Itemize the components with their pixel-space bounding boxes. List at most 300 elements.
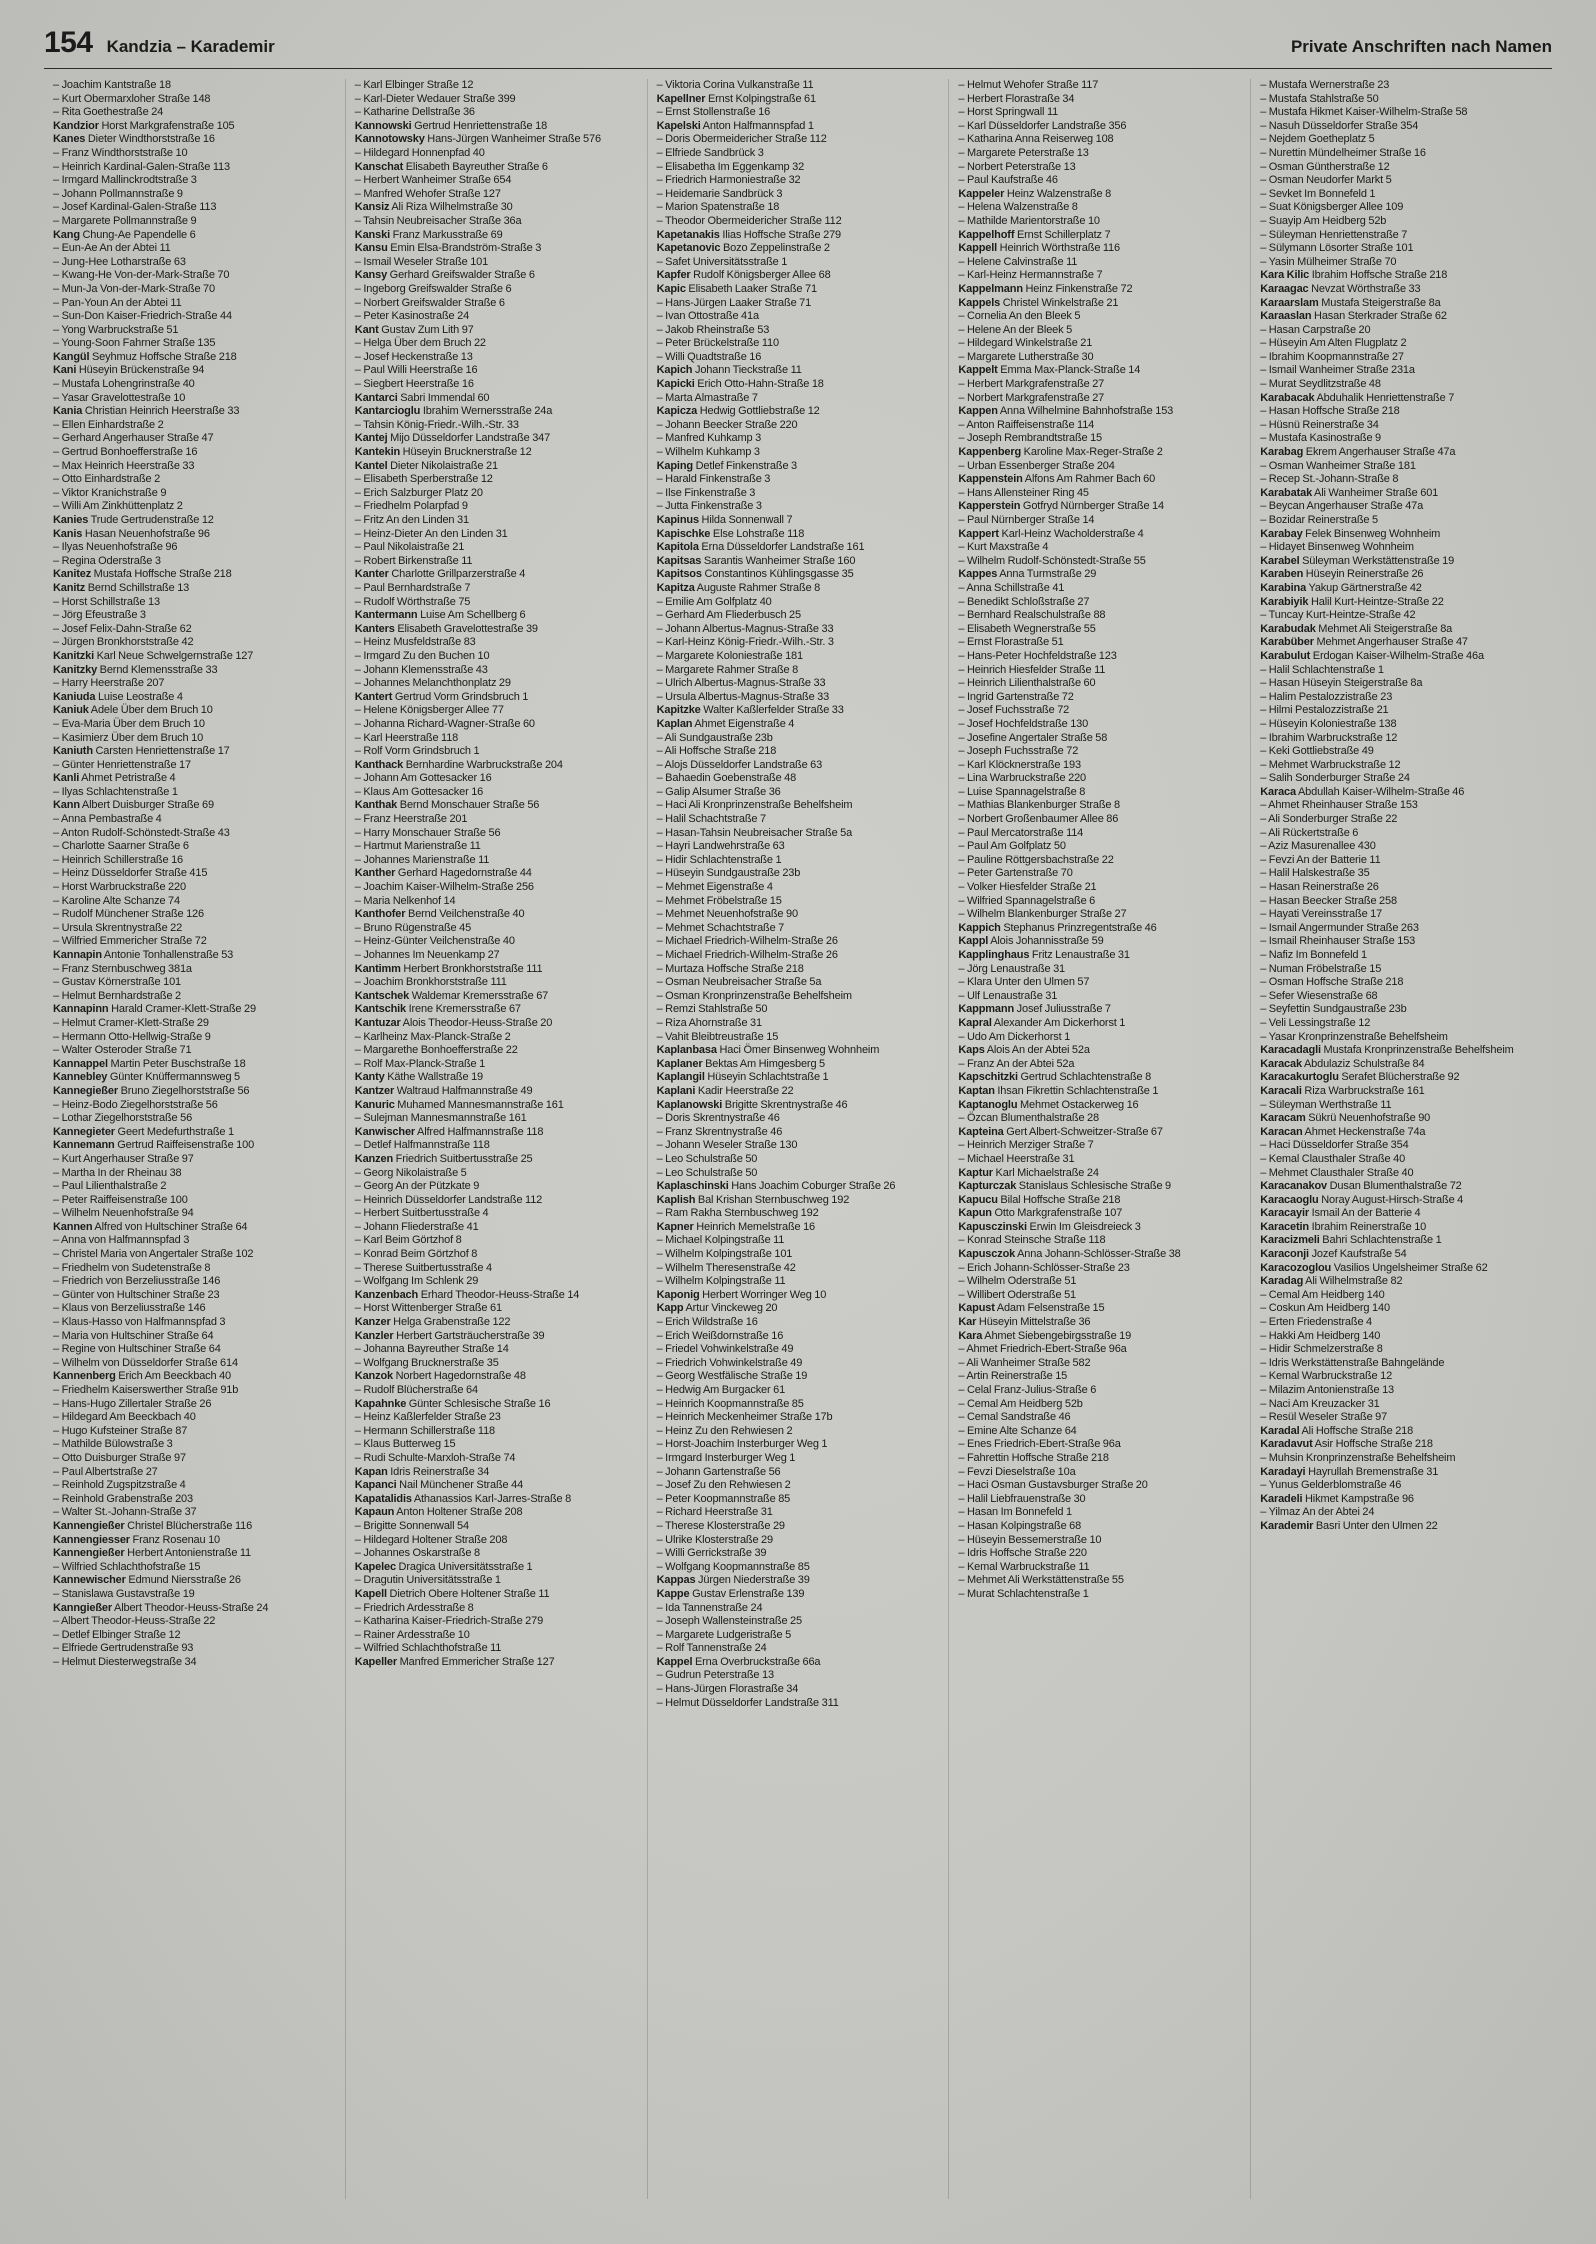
directory-entry: – Hedwig Am Burgacker 61 [656,1384,786,1396]
directory-entry: Kantert Gertrud Vorm Grindsbruch 1 [354,690,529,703]
directory-entry: – Johannes Im Neuenkamp 27 [354,949,500,961]
directory-entry: – Hasan Beecker Straße 258 [1260,894,1397,907]
directory-entry: Kapahnke Günter Schlesische Straße 16 [354,1397,551,1410]
directory-entry: – Peter Koopmannstraße 85 [656,1492,791,1505]
directory-entry: Kannotowsky Hans-Jürgen Wanheimer Straße 576 [354,133,601,146]
directory-entry: – Rudolf Blücherstraße 64 [354,1384,478,1396]
directory-entry: – Murtaza Hoffsche Straße 218 [656,962,804,975]
directory-entry: Kappenstein Alfons Am Rahmer Bach 60 [958,473,1156,486]
directory-entry: Kapun Otto Markgrafenstraße 107 [958,1207,1123,1220]
directory-entry: – Hayati Vereinsstraße 17 [1260,908,1383,921]
directory-entry: – Johann Weseler Straße 130 [656,1139,798,1152]
directory-entry: – Erich Salzburger Platz 20 [354,486,483,499]
directory-entry: – Regine von Hultschiner Straße 64 [53,1343,221,1356]
directory-entry: – Kurt Maxstraße 4 [958,541,1049,554]
directory-entry: Karaca Abdullah Kaiser-Wilhelm-Straße 46 [1260,785,1465,798]
directory-entry: Kapich Johann Tieckstraße 11 [656,364,802,377]
directory-entry: – Rudolf Wörthstraße 75 [354,595,471,608]
directory-entry: – Pan-Youn An der Abtei 11 [53,296,182,309]
directory-entry: Kaplani Kadir Heerstraße 22 [656,1084,794,1097]
directory-entry: – Klaus Butterweg 15 [354,1438,456,1451]
directory-entry: – Horst Wittenberger Straße 61 [354,1302,502,1315]
directory-entry: Kapusczok Anna Johann-Schlösser-Straße 38 [958,1248,1181,1261]
directory-entry: – Hüseyin Bessemerstraße 10 [958,1533,1102,1546]
directory-entry: – Özcan Blumenthalstraße 28 [958,1112,1099,1125]
directory-entry: – Georg Westfälische Straße 19 [656,1370,808,1383]
directory-entry: – Emine Alte Schanze 64 [958,1424,1077,1437]
directory-column [647,79,949,2199]
directory-entry: – Hildegard Holtener Straße 208 [354,1533,508,1546]
directory-entry: – Johann Gartenstraße 56 [656,1465,781,1478]
directory-entry: – Gertrud Bonhoefferstraße 16 [53,446,198,459]
directory-entry: – Norbert Markgrafenstraße 27 [958,391,1105,404]
directory-entry: – Kemal Warbruckstraße 11 [958,1560,1090,1573]
directory-entry: – Ram Rakha Sternbuschweg 192 [656,1207,819,1220]
directory-entry: Kaplaschinski Hans Joachim Coburger Straße 26 [656,1180,896,1193]
directory-entry: – Hidir Schmelzerstraße 8 [1260,1343,1383,1356]
directory-entry: Karadavut Asir Hoffsche Straße 218 [1260,1438,1433,1451]
directory-entry: – Manfred Wehofer Straße 127 [354,187,501,200]
directory-entry: – Johann Am Gottesacker 16 [354,772,492,785]
directory-entry: – Mathias Blankenburger Straße 8 [958,799,1120,812]
directory-entry: – Halil Schachtstraße 7 [656,813,766,826]
directory-entry: Kaps Alois An der Abtei 52a [958,1044,1090,1057]
directory-entry: – Paul Nikolaistraße 21 [354,541,465,554]
directory-entry: – Margarethe Bonhoefferstraße 22 [354,1044,518,1057]
directory-entry: – Mehmet Warbruckstraße 12 [1260,758,1401,771]
directory-entry: – Wilhelm Kolpingstraße 11 [656,1275,786,1288]
directory-entry: – Rudi Schulte-Marxloh-Straße 74 [354,1451,516,1464]
directory-entry: – Willi Am Zinkhüttenplatz 2 [53,500,183,513]
directory-entry: – Cemal Am Heidberg 140 [1260,1288,1385,1301]
directory-entry: Karabina Yakup Gärtnerstraße 42 [1260,581,1422,594]
directory-entry: Kaping Detlef Finkenstraße 3 [656,459,797,472]
directory-entry: – Johannes Melanchthonplatz 29 [354,677,511,690]
directory-entry: – Rolf Tannenstraße 24 [656,1642,767,1655]
directory-entry: Kapelec Dragica Universitätsstraße 1 [354,1560,533,1573]
directory-entry: – Heinz Kaßlerfelder Straße 23 [354,1411,501,1424]
directory-entry: – Norbert Greifswalder Straße 6 [354,296,505,309]
directory-entry: Kannegieter Geert Medefurthstraße 1 [53,1125,234,1138]
directory-column [44,79,345,2199]
directory-entry: – Heinz-Günter Veilchenstraße 40 [354,935,515,948]
directory-entry: – Josef Fuchsstraße 72 [958,704,1070,717]
directory-entry: – Detlef Elbinger Straße 12 [53,1628,181,1641]
directory-entry: Kapitzke Walter Kaßlerfelder Straße 33 [656,704,844,717]
directory-entry: Kappeler Heinz Walzenstraße 8 [958,187,1112,200]
directory-entry: Kaplish Bal Krishan Sternbuschweg 192 [656,1193,850,1206]
directory-entry: – Murat Schlachtenstraße 1 [958,1587,1089,1600]
directory-entry: – Süleyman Henriettenstraße 7 [1260,228,1408,241]
directory-entry: – Mustafa Stahlstraße 50 [1260,92,1379,105]
directory-entry: – Elisabetha Im Eggenkamp 32 [656,160,805,173]
page-header [44,26,1552,60]
directory-entry: – Artin Reinerstraße 15 [958,1370,1068,1383]
directory-entry: – Ivan Ottostraße 41a [656,310,759,323]
directory-entry: Kappl Alois Johannisstraße 59 [958,935,1104,948]
directory-entry: Kappas Jürgen Niederstraße 39 [656,1574,810,1587]
directory-entry: – Mehmet Fröbelstraße 15 [656,894,782,907]
directory-entry: Kapitza Auguste Rahmer Straße 8 [656,581,821,594]
directory-entry: Kapischke Else Lohstraße 118 [656,527,805,540]
page-number: 154 [44,26,93,59]
directory-entry: – Otto Duisburger Straße 97 [53,1451,186,1464]
directory-entry: Kannegießer Bruno Ziegelhorststraße 56 [53,1084,250,1097]
directory-entry: – Hüseyin Am Alten Flugplatz 2 [1260,337,1407,350]
directory-entry: – Yasar Gravelottestraße 10 [53,391,186,404]
directory-entry: – Ali Hoffsche Straße 218 [656,745,777,758]
directory-entry: – Hermann Schillerstraße 118 [354,1424,496,1437]
directory-entry: Karaarslam Mustafa Steigerstraße 8a [1260,296,1441,309]
directory-entry: – Heinz Düsseldorfer Straße 415 [53,867,208,880]
directory-entry: – Franz Heerstraße 201 [354,813,468,826]
directory-entry: – Norbert Großenbaumer Allee 86 [958,813,1119,826]
directory-entry: – Idris Werkstättenstraße Bahngelände [1260,1356,1445,1369]
directory-entry: – Galip Alsumer Straße 36 [656,785,781,798]
directory-entry: – Rainer Ardesstraße 10 [354,1628,470,1641]
directory-entry: – Mehmet Schachtstraße 7 [656,921,785,934]
directory-entry: Karacak Abdulaziz Schulstraße 84 [1260,1057,1425,1070]
directory-entry: – Ernst Stollenstraße 16 [656,106,771,119]
directory-entry: Kaptanoglu Mehmet Ostackerweg 16 [958,1098,1139,1111]
directory-entry: Kani Hüseyin Brückenstraße 94 [53,364,205,377]
directory-entry: – Wolfgang Koopmannstraße 85 [656,1560,810,1573]
directory-entry: Kanters Elisabeth Gravelottestraße 39 [354,622,538,635]
directory-entry: Kaptur Karl Michaelstraße 24 [958,1166,1099,1179]
directory-entry: – Nejdem Goetheplatz 5 [1260,133,1375,146]
directory-entry: – Mehmet Eigenstraße 4 [656,881,773,894]
directory-entry: – Halil Schlachtenstraße 1 [1260,663,1384,676]
directory-entry: – Hasan Hüseyin Steigerstraße 8a [1260,677,1423,690]
directory-entry: – Rolf Vorm Grindsbruch 1 [354,745,480,758]
directory-entry: Kantel Dieter Nikolaistraße 21 [354,459,498,472]
directory-entry: Kanes Dieter Windthorststraße 16 [53,133,215,146]
directory-entry: Karabag Ekrem Angerhauser Straße 47a [1260,446,1456,459]
directory-entry: – Irmgard Insterburger Weg 1 [656,1451,796,1464]
directory-entry: – Bernhard Realschulstraße 88 [958,609,1106,622]
directory-entry: – Horst Springwall 11 [958,106,1059,119]
directory-entry: Karacali Riza Warbruckstraße 161 [1260,1084,1425,1097]
directory-entry: Karacam Sükrü Neuenhofstraße 90 [1260,1112,1431,1125]
directory [44,79,1552,2199]
directory-entry: – Erten Friedenstraße 4 [1260,1316,1373,1329]
header-title: Private Anschriften nach Namen [1290,37,1552,56]
directory-entry: – Heinz-Bodo Ziegelhorststraße 56 [53,1098,218,1111]
directory-entry: – Michael Kolpingstraße 11 [656,1234,785,1247]
directory-entry: – Ulf Lenaustraße 31 [958,989,1058,1002]
directory-entry: – Jutta Finkenstraße 3 [656,500,762,513]
directory-entry: – Urban Essenberger Straße 204 [958,459,1115,472]
directory-entry: Kantarci Sabri Immendal 60 [354,391,490,404]
directory-entry: – Marta Almastraße 7 [656,391,758,404]
directory-entry: – Karl Klöcknerstraße 193 [958,758,1081,771]
directory-entry: Kapucu Bilal Hoffsche Straße 218 [958,1193,1121,1206]
directory-entry: – Mustafa Hikmet Kaiser-Wilhelm-Straße 58 [1260,106,1468,119]
directory-entry: Kantekin Hüseyin Brucknerstraße 12 [354,446,532,459]
directory-entry: Kapanci Nail Münchener Straße 44 [354,1479,524,1492]
directory-entry: Karabacak Abduhalik Henriettenstraße 7 [1260,391,1455,404]
directory-entry: Kappe Gustav Erlenstraße 139 [656,1587,805,1600]
directory-entry: – Katharine Dellstraße 36 [354,106,475,119]
directory-entry: – Fahrettin Hoffsche Straße 218 [958,1451,1109,1464]
directory-entry: – Heinz Zu den Rehwiesen 2 [656,1424,793,1437]
directory-entry: – Günter Henriettenstraße 17 [53,758,191,771]
directory-entry: Kapperstein Gotfryd Nürnberger Straße 14 [958,500,1164,513]
directory-entry: – Josef Heckenstraße 13 [354,350,473,363]
directory-entry: Kapplinghaus Fritz Lenaustraße 31 [958,949,1130,961]
directory-entry: – Horst Warbruckstraße 220 [53,881,186,894]
directory-entry: – Naci Am Kreuzacker 31 [1260,1397,1380,1410]
directory-entry: Karacetin Ibrahim Reinerstraße 10 [1260,1220,1427,1233]
directory-entry: – Wilhelm Theresenstraße 42 [656,1261,796,1274]
directory-entry: Karacakurtoglu Serafet Blücherstraße 92 [1260,1071,1460,1084]
directory-entry: – Klara Unter den Ulmen 57 [958,976,1090,989]
directory-entry: – Nasuh Düsseldorfer Straße 354 [1260,119,1419,132]
directory-entry: – Paul Willi Heerstraße 16 [354,364,478,377]
directory-entry: – Hüseyin Koloniestraße 138 [1260,717,1397,730]
directory-entry: – Süleyman Werthstraße 11 [1260,1098,1392,1111]
directory-entry: – Paul Albertstraße 27 [53,1465,158,1478]
directory-entry: – Osman Kronprinzenstraße Behelfsheim [656,989,852,1002]
directory-entry: Kappell Heinrich Wörthstraße 116 [958,242,1120,255]
directory-entry: – Günter von Hultschiner Straße 23 [53,1288,220,1301]
directory-entry: – Hildegard Honnenpfad 40 [354,146,485,159]
directory-entry: – Klaus-Hasso von Halfmannspfad 3 [53,1316,226,1329]
directory-entry: Kara Ahmet Siebengebirgsstraße 19 [958,1329,1132,1342]
directory-entry: – Norbert Peterstraße 13 [958,160,1076,173]
directory-entry: – Hasan Kolpingstraße 68 [958,1519,1082,1532]
directory-entry: – Konrad Steinsche Straße 118 [958,1234,1106,1247]
directory-entry: Kanthak Bernd Monschauer Straße 56 [354,799,540,812]
directory-entry: Karacayir Ismail An der Batterie 4 [1260,1207,1421,1220]
directory-entry: – Margarete Peterstraße 13 [958,146,1089,159]
directory-entry: Karadal Ali Hoffsche Straße 218 [1260,1424,1414,1437]
directory-entry: Kannapinn Harald Cramer-Klett-Straße 29 [53,1003,256,1016]
directory-entry: – Josefine Angertaler Straße 58 [958,731,1108,744]
directory-entry: Kanitez Mustafa Hoffsche Straße 218 [53,568,232,581]
directory-entry: – Karl Heerstraße 118 [354,731,459,744]
directory-entry: – Leo Schulstraße 50 [656,1152,758,1165]
directory-entry: – Otto Einhardstraße 2 [53,473,161,486]
directory-entry: Kapturczak Stanislaus Schlesische Straße 9 [958,1180,1172,1193]
directory-entry: – Karoline Alte Schanze 74 [53,894,180,907]
directory-entry: – Suat Königsberger Allee 109 [1260,201,1404,214]
directory-entry: – Johann Klemensstraße 43 [354,663,488,676]
directory-entry: – Yunus Gelderblomstraße 46 [1260,1479,1402,1492]
directory-entry: – Walter Osteroder Straße 71 [53,1044,192,1057]
directory-entry: Kantschek Waldemar Kremersstraße 67 [354,989,549,1002]
directory-entry: Kanschat Elisabeth Bayreuther Straße 6 [354,160,548,173]
directory-entry: – Remzi Stahlstraße 50 [656,1003,768,1016]
directory-entry: – Harry Monschauer Straße 56 [354,826,501,839]
directory-entry: – Josef Zu den Rehwiesen 2 [656,1479,791,1492]
directory-entry: – Friedrich von Berzeliusstraße 146 [53,1275,221,1288]
directory-entry: – Tahsin König-Friedr.-Wilh.-Str. 33 [354,418,519,431]
directory-entry: Kantarcioglu Ibrahim Wernersstraße 24a [354,405,553,418]
directory-entry: – Sevket Im Bonnefeld 1 [1260,187,1376,200]
directory-entry: – Tahsin Neubreisacher Straße 36a [354,214,522,227]
directory-entry: – Helmut Bernhardstraße 2 [53,989,182,1002]
directory-entry: Kanzok Norbert Hagedornstraße 48 [354,1370,526,1383]
directory-entry: – Ernst Florastraße 51 [958,636,1064,649]
directory-entry: – Cemal Sandstraße 46 [958,1411,1071,1424]
directory-entry: Kapaun Anton Holtener Straße 208 [354,1506,523,1519]
directory-entry: – Charlotte Saarner Straße 6 [53,840,189,853]
directory-entry: – Johann Albertus-Magnus-Straße 33 [656,622,834,635]
directory-entry: – Margarete Lutherstraße 30 [958,350,1094,363]
directory-entry: – Martha In der Rheinau 38 [53,1166,182,1179]
directory-entry: Kannemann Gertrud Raiffeisenstraße 100 [53,1139,255,1152]
directory-entry: Kanzer Helga Grabenstraße 122 [354,1316,511,1329]
directory-entry: – Helena Walzenstraße 8 [958,201,1078,214]
directory-entry: – Johann Beecker Straße 220 [656,418,798,431]
directory-entry: – Stanislawa Gustavstraße 19 [53,1587,195,1600]
directory-entry: – Harry Heerstraße 207 [53,677,165,690]
directory-entry: – Karl-Dieter Wedauer Straße 399 [354,92,516,105]
directory-entry: Kapusczinski Erwin Im Gleisdreieck 3 [958,1220,1141,1233]
directory-entry: – Yong Warbruckstraße 51 [53,323,179,336]
directory-entry: – Bruno Rügenstraße 45 [354,921,472,934]
directory-entry: – Jörg Efeustraße 3 [53,609,146,622]
directory-entry: Karabulut Erdogan Kaiser-Wilhelm-Straße 46a [1260,649,1484,662]
directory-entry: – Franz Windthorststraße 10 [53,146,188,159]
directory-entry: – Lina Warbruckstraße 220 [958,772,1087,785]
directory-entry: Kapatalidis Athanassios Karl-Jarres-Straße 8 [354,1492,572,1505]
directory-entry: – Joseph Rembrandtstraße 15 [958,432,1103,445]
directory-entry: Kapetanakis Ilias Hoffsche Straße 279 [656,228,842,241]
directory-entry: – Erich Wildstraße 16 [656,1316,758,1329]
directory-entry: – Peter Kasinostraße 24 [354,310,470,323]
directory-entry: Kanwischer Alfred Halfmannstraße 118 [354,1125,544,1138]
directory-entry: – Johannes Marienstraße 11 [354,853,490,866]
directory-entry: Kaplanowski Brigitte Skrentnystraße 46 [656,1098,848,1111]
directory-entry: – Jörg Lenaustraße 31 [958,962,1066,975]
directory-entry: – Fevzi Dieselstraße 10a [958,1465,1076,1478]
directory-column [345,79,647,2199]
directory-entry: – Hans-Jürgen Laaker Straße 71 [656,296,812,309]
directory-entry: Kappmann Josef Juliusstraße 7 [958,1003,1111,1016]
directory-entry: – Anna Schillstraße 41 [958,581,1065,594]
directory-entry: Kapitola Erna Düsseldorfer Landstraße 161 [656,541,865,554]
directory-entry: – Mehmet Clausthaler Straße 40 [1260,1166,1414,1179]
directory-entry: – Hüsnü Reinerstraße 34 [1260,418,1379,431]
directory-entry: – Milazim Antonienstraße 13 [1260,1384,1395,1396]
directory-entry: – Bahaedin Goebenstraße 48 [656,772,797,785]
directory-entry: Karabüber Mehmet Angerhauser Straße 47 [1260,636,1468,649]
directory-entry: Karabiyik Halil Kurt-Heintze-Straße 22 [1260,595,1444,608]
directory-entry: – Ismail Rheinhauser Straße 153 [1260,935,1416,948]
directory-entry: – Idris Hoffsche Straße 220 [958,1547,1087,1560]
directory-entry: – Seyfettin Sundgaustraße 23b [1260,1003,1407,1016]
directory-entry: – Kurt Obermarxloher Straße 148 [53,92,211,105]
directory-entry: – Emilie Am Golfplatz 40 [656,595,772,608]
directory-entry: Kannengiesser Franz Rosenau 10 [53,1533,221,1546]
directory-entry: Kandzior Horst Markgrafenstraße 105 [53,119,235,132]
directory-entry: – Wilhelm Rudolf-Schönstedt-Straße 55 [958,554,1146,567]
directory-entry: Karabudak Mehmet Ali Steigerstraße 8a [1260,622,1453,635]
directory-entry: – Ali Rückertstraße 6 [1260,826,1359,839]
directory-entry: – Ilse Finkenstraße 3 [656,486,756,499]
directory-entry: Kaptan Ihsan Fikrettin Schlachtenstraße 1 [958,1084,1159,1097]
directory-entry: – Peter Raiffeisenstraße 100 [53,1193,188,1206]
directory-entry: – Udo Am Dickerhorst 1 [958,1030,1071,1043]
directory-entry: Kaniuda Luise Leostraße 4 [53,690,183,703]
directory-entry: Karaconji Jozef Kaufstraße 54 [1260,1248,1407,1261]
directory-entry: Karadayi Hayrullah Bremenstraße 31 [1260,1465,1439,1478]
directory-entry: – Joachim Kantstraße 18 [53,79,171,91]
directory-entry: – Halil Liebfrauenstraße 30 [958,1492,1086,1505]
directory-entry: – Therese Klosterstraße 29 [656,1519,785,1532]
directory-entry: – Yasar Kronprinzenstraße Behelfsheim [1260,1030,1448,1043]
directory-entry: Kapetanovic Bozo Zeppelinstraße 2 [656,242,830,255]
directory-entry: – Beycan Angerhauser Straße 47a [1260,500,1424,513]
directory-entry: Kanitzki Karl Neue Schwelgernstraße 127 [53,649,254,662]
directory-entry: Kannengießer Herbert Antonienstraße 11 [53,1547,252,1560]
directory-entry: – Karl Düsseldorfer Landstraße 356 [958,119,1127,132]
directory-entry: – Ibrahim Koopmannstraße 27 [1260,350,1404,363]
directory-entry: – Hans Allensteiner Ring 45 [958,486,1089,499]
directory-entry: Kapellner Ernst Kolpingstraße 61 [656,92,816,105]
directory-entry: Kanthack Bernhardine Warbruckstraße 204 [354,758,563,771]
directory-entry: Kansy Gerhard Greifswalder Straße 6 [354,269,535,282]
directory-entry: Kapust Adam Felsenstraße 15 [958,1302,1105,1315]
directory-entry: – Wilhelm Blankenburger Straße 27 [958,908,1127,921]
directory-entry: – Horst-Joachim Insterburger Weg 1 [656,1438,828,1451]
directory-entry: Karaaslan Hasan Sterkrader Straße 62 [1260,310,1447,323]
directory-entry: – Mehmet Neuenhofstraße 90 [656,908,798,921]
directory-entry: – Johannes Oskarstraße 8 [354,1547,480,1560]
directory-entry: Kannappel Martin Peter Buschstraße 18 [53,1057,246,1070]
directory-entry: – Manfred Kuhkamp 3 [656,432,762,445]
directory-entry: – Dragutin Universitätsstraße 1 [354,1574,501,1587]
directory-entry: – Ibrahim Warbruckstraße 12 [1260,731,1398,744]
directory-entry: – Jürgen Bronkhorststraße 42 [53,636,194,649]
directory-entry: – Ulrich Albertus-Magnus-Straße 33 [656,677,826,690]
directory-entry: Kanis Hasan Neuenhofstraße 96 [53,527,210,540]
directory-entry: – Osman Hoffsche Straße 218 [1260,976,1404,989]
directory-entry: – Maria Nelkenhof 14 [354,894,456,907]
directory-entry: – Therese Suitbertusstraße 4 [354,1261,492,1274]
directory-entry: – Brigitte Sonnenwall 54 [354,1519,469,1532]
directory-entry: – Josef Kardinal-Galen-Straße 113 [53,201,217,214]
directory-entry: – Heinrich Merziger Straße 7 [958,1139,1094,1152]
directory-entry: – Franz An der Abtei 52a [958,1057,1075,1070]
directory-entry: Kansiz Ali Riza Wilhelmstraße 30 [354,201,513,214]
directory-entry: Karabatak Ali Wanheimer Straße 601 [1260,486,1439,499]
directory-entry: – Friedel Vohwinkelstraße 49 [656,1343,794,1356]
directory-entry: – Horst Schillstraße 13 [53,595,160,608]
directory-entry: – Reinhold Zugspitzstraße 4 [53,1479,186,1492]
directory-entry: Kapell Dietrich Obere Holtener Straße 11 [354,1587,550,1600]
directory-entry: – Doris Skrentnystraße 46 [656,1112,780,1125]
directory-entry: – Hayri Landwehrstraße 63 [656,840,785,853]
directory-entry: – Viktor Kranichstraße 9 [53,486,167,499]
directory-entry: – Halil Halskestraße 35 [1260,867,1370,880]
directory-entry: Kapschitzki Gertrud Schlachtenstraße 8 [958,1071,1152,1084]
directory-entry: – Kasimierz Über dem Bruch 10 [53,731,204,744]
directory-entry: – Josef Hochfeldstraße 130 [958,717,1089,730]
directory-entry: – Richard Heerstraße 31 [656,1506,773,1519]
directory-entry: – Nafiz Im Bonnefeld 1 [1260,949,1367,961]
directory-entry: – Helene An der Bleek 5 [958,323,1073,336]
directory-entry: – Johanna Richard-Wagner-Straße 60 [354,717,535,730]
directory-entry: – Klaus Am Gottesacker 16 [354,785,484,798]
directory-entry: – Michael Heerstraße 31 [958,1152,1075,1165]
directory-entry: – Suayip Am Heidberg 52b [1260,214,1387,227]
directory-entry: – Osman Wanheimer Straße 181 [1260,459,1416,472]
directory-entry: Kaplanbasa Haci Ömer Binsenweg Wohnheim [656,1044,880,1057]
directory-entry: – Ismail Wanheimer Straße 231a [1260,364,1415,377]
